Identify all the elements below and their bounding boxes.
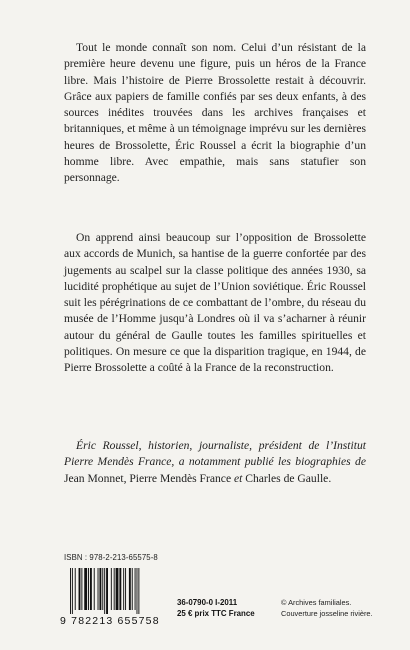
barcode-bar xyxy=(84,568,87,610)
barcode-bar xyxy=(88,568,89,610)
barcode-bar xyxy=(125,568,126,610)
barcode-bar xyxy=(99,568,101,610)
barcode-bar xyxy=(116,568,119,610)
barcode-bar xyxy=(90,568,92,610)
barcode-bar xyxy=(94,568,95,610)
photo-credits xyxy=(281,597,373,619)
summary-paragraph-1: Tout le monde connaît son nom. Celui d’un résistant de la première heure devenu une figure, puis un héros de la France libre. Mais l’histoire de Pierre Brossolette restait à découvrir. Grâce aux papiers de famille confiés par ses deux enfants, à des sources inédites trouvées dans les archives françaises et britanniques, et même à un témoignage imprévu sur les dernières heures de Brossolette, Éric Roussel a écrit la biographie d’un homme libre. Avec empathie, mais sans statufier son personnage. xyxy=(64,41,366,185)
barcode-digits: 9 782213 655758 xyxy=(60,615,160,627)
barcode-bar xyxy=(98,568,99,610)
barcode-bar xyxy=(81,568,82,610)
barcode-bar xyxy=(135,568,136,610)
barcode-bar xyxy=(104,568,105,614)
barcode-bar xyxy=(123,568,124,610)
author-bio-name2: Charles de Gaulle. xyxy=(242,471,332,485)
barcode-bar xyxy=(138,568,139,614)
barcode-bar xyxy=(102,568,103,610)
barcode xyxy=(60,568,170,638)
barcode-bar xyxy=(72,568,73,614)
barcode-bar xyxy=(114,568,115,610)
author-bio xyxy=(64,438,366,487)
barcode-bar xyxy=(132,568,133,610)
credit-line-1: © Archives familiales. xyxy=(281,598,352,607)
barcode-bar xyxy=(119,568,121,610)
barcode-bars xyxy=(68,568,168,614)
barcode-bar xyxy=(106,568,108,614)
price-line: 25 € prix TTC France xyxy=(177,609,255,618)
author-bio-et: et xyxy=(231,471,243,485)
author-bio-intro: Éric Roussel, historien, journaliste, président de l’Institut Pierre Mendès France, a notamment publié les biographies de xyxy=(64,439,366,469)
price-codes xyxy=(177,597,255,619)
barcode-bar xyxy=(129,568,131,610)
code-line-1: 36-0790-0 I-2011 xyxy=(177,598,238,607)
barcode-bar xyxy=(111,568,112,610)
isbn-label: ISBN : 978-2-213-65575-8 xyxy=(64,553,158,562)
credit-line-2: Couverture josseline rivière. xyxy=(281,609,373,618)
barcode-bar xyxy=(137,568,138,614)
barcode-bar xyxy=(75,568,76,610)
barcode-bar xyxy=(79,568,81,610)
summary-paragraph-2: On apprend ainsi beaucoup sur l’opposition de Brossolette aux accords de Munich, sa hantise de la guerre confortée par des jugements au scalpel sur la classe politique des années 1930, sa lucidité prophétique au sujet de l’Union soviétique. Éric Roussel suit les pérégrinations de ce combattant de l’ombre, du réseau du musée de l’Homme jusqu’à Londres où il va s’acharner à réunir autour du général de Gaulle toutes les familles spirituelles et politiques. On mesure ce que la disparition tragique, en 1944, de Pierre Brossolette a coûté à la France de la reconstruction. xyxy=(64,231,366,375)
barcode-bar xyxy=(70,568,71,614)
author-bio-name1: Jean Monnet, Pierre Mendès France xyxy=(64,471,232,485)
